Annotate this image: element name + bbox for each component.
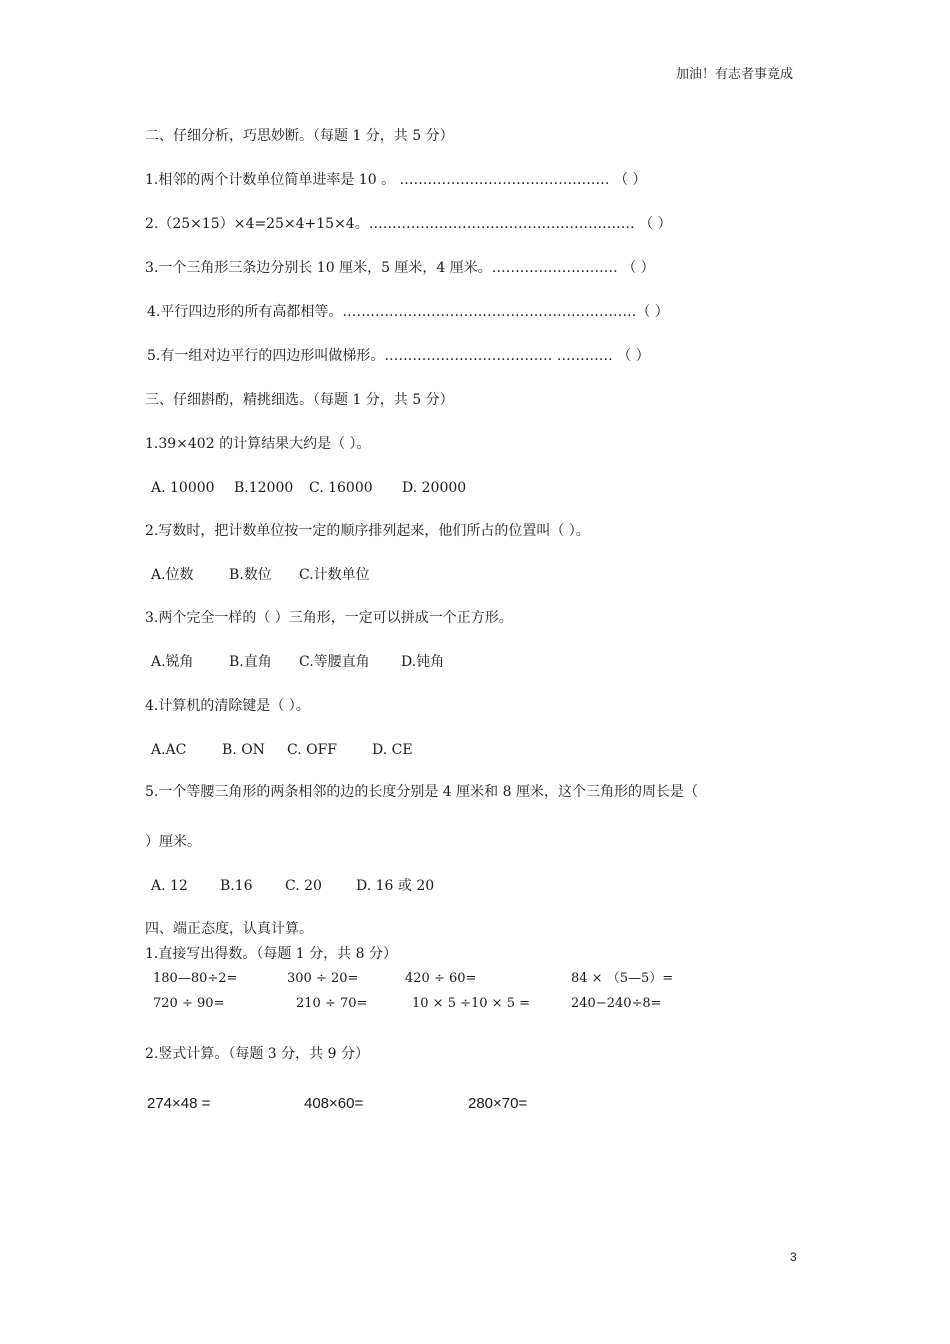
q4-option-d: D. CE bbox=[372, 742, 413, 758]
q1-option-a: A. 10000 bbox=[151, 480, 215, 496]
vertical-calc-3: 280×70= bbox=[468, 1095, 528, 1112]
calc-r1-c2: 300 ÷ 20= bbox=[287, 971, 359, 986]
q4-option-a: A.AC bbox=[151, 742, 187, 758]
section4-title: 四、端正态度，认真计算。 bbox=[145, 921, 313, 937]
q4-option-c: C. OFF bbox=[287, 742, 338, 758]
q1-option-c: C. 16000 bbox=[309, 480, 373, 496]
q5-option-a: A. 12 bbox=[151, 878, 188, 894]
calc-r1-c3: 420 ÷ 60= bbox=[405, 971, 477, 986]
section3-question-4: 4.计算机的清除键是（ ）。 bbox=[145, 698, 310, 714]
q5-option-b: B.16 bbox=[220, 878, 253, 894]
q2-option-c: C.计数单位 bbox=[299, 567, 370, 583]
q1-option-d: D. 20000 bbox=[402, 480, 467, 496]
section4-subtitle-1: 1.直接写出得数。（每题 1 分，共 8 分） bbox=[145, 946, 397, 962]
page-number: 3 bbox=[790, 1250, 797, 1264]
section3-question-1: 1.39×402 的计算结果大约是（ ）。 bbox=[145, 436, 371, 452]
q5-option-c: C. 20 bbox=[285, 878, 322, 894]
vertical-calc-1: 274×48 = bbox=[147, 1095, 211, 1112]
calc-r2-c3: 10 × 5 ÷10 × 5 = bbox=[412, 996, 530, 1011]
q2-option-a: A.位数 bbox=[151, 567, 194, 583]
calc-r2-c2: 210 ÷ 70= bbox=[296, 996, 368, 1011]
q5-option-d: D. 16 或 20 bbox=[356, 878, 435, 894]
section2-item-5: 5.有一组对边平行的四边形叫做梯形。……………………………… ………… （ ） bbox=[147, 348, 650, 364]
calc-r2-c1: 720 ÷ 90= bbox=[153, 996, 225, 1011]
section2-item-3: 3.一个三角形三条边分别长 10 厘米，5 厘米，4 厘米。……………………… （ ） bbox=[145, 260, 655, 276]
q3-option-c: C.等腰直角 bbox=[299, 654, 370, 670]
section3-question-3: 3.两个完全一样的（ ）三角形，一定可以拼成一个正方形。 bbox=[145, 610, 513, 626]
section3-question-5-line1: 5.一个等腰三角形的两条相邻的边的长度分别是 4 厘米和 8 厘米，这个三角形的周长是（ bbox=[145, 784, 698, 800]
q3-option-b: B.直角 bbox=[229, 654, 272, 670]
q3-option-d: D.钝角 bbox=[401, 654, 445, 670]
section2-item-1: 1.相邻的两个计数单位简单进率是 10 。 ……………………………………… （ ） bbox=[145, 172, 647, 188]
section3-question-5-line2: ）厘米。 bbox=[145, 834, 201, 850]
calc-r1-c1: 180—80÷2= bbox=[153, 971, 238, 986]
q3-option-a: A.锐角 bbox=[151, 654, 194, 670]
page-header: 加油！有志者事竟成 bbox=[676, 67, 794, 82]
calc-r1-c4: 84 × （5—5）= bbox=[571, 971, 674, 986]
section3-title: 三、仔细斟酌，精挑细选。（每题 1 分，共 5 分） bbox=[145, 392, 454, 408]
section3-question-2: 2.写数时，把计数单位按一定的顺序排列起来，他们所占的位置叫（ ）。 bbox=[145, 523, 590, 539]
section2-title: 二、仔细分析，巧思妙断。（每题 1 分，共 5 分） bbox=[145, 128, 454, 144]
section2-item-4: 4.平行四边形的所有高都相等。………………………………………………………（ ） bbox=[147, 304, 669, 320]
q2-option-b: B.数位 bbox=[229, 567, 272, 583]
section2-item-2: 2.（25×15）×4=25×4+15×4。………………………………………………… （ ） bbox=[145, 216, 672, 232]
calc-r2-c4: 240−240÷8= bbox=[571, 996, 662, 1011]
q4-option-b: B. ON bbox=[222, 742, 265, 758]
vertical-calc-2: 408×60= bbox=[304, 1095, 364, 1112]
q1-option-b: B.12000 bbox=[234, 480, 294, 496]
section4-subtitle-2: 2.竖式计算。（每题 3 分，共 9 分） bbox=[145, 1046, 369, 1062]
